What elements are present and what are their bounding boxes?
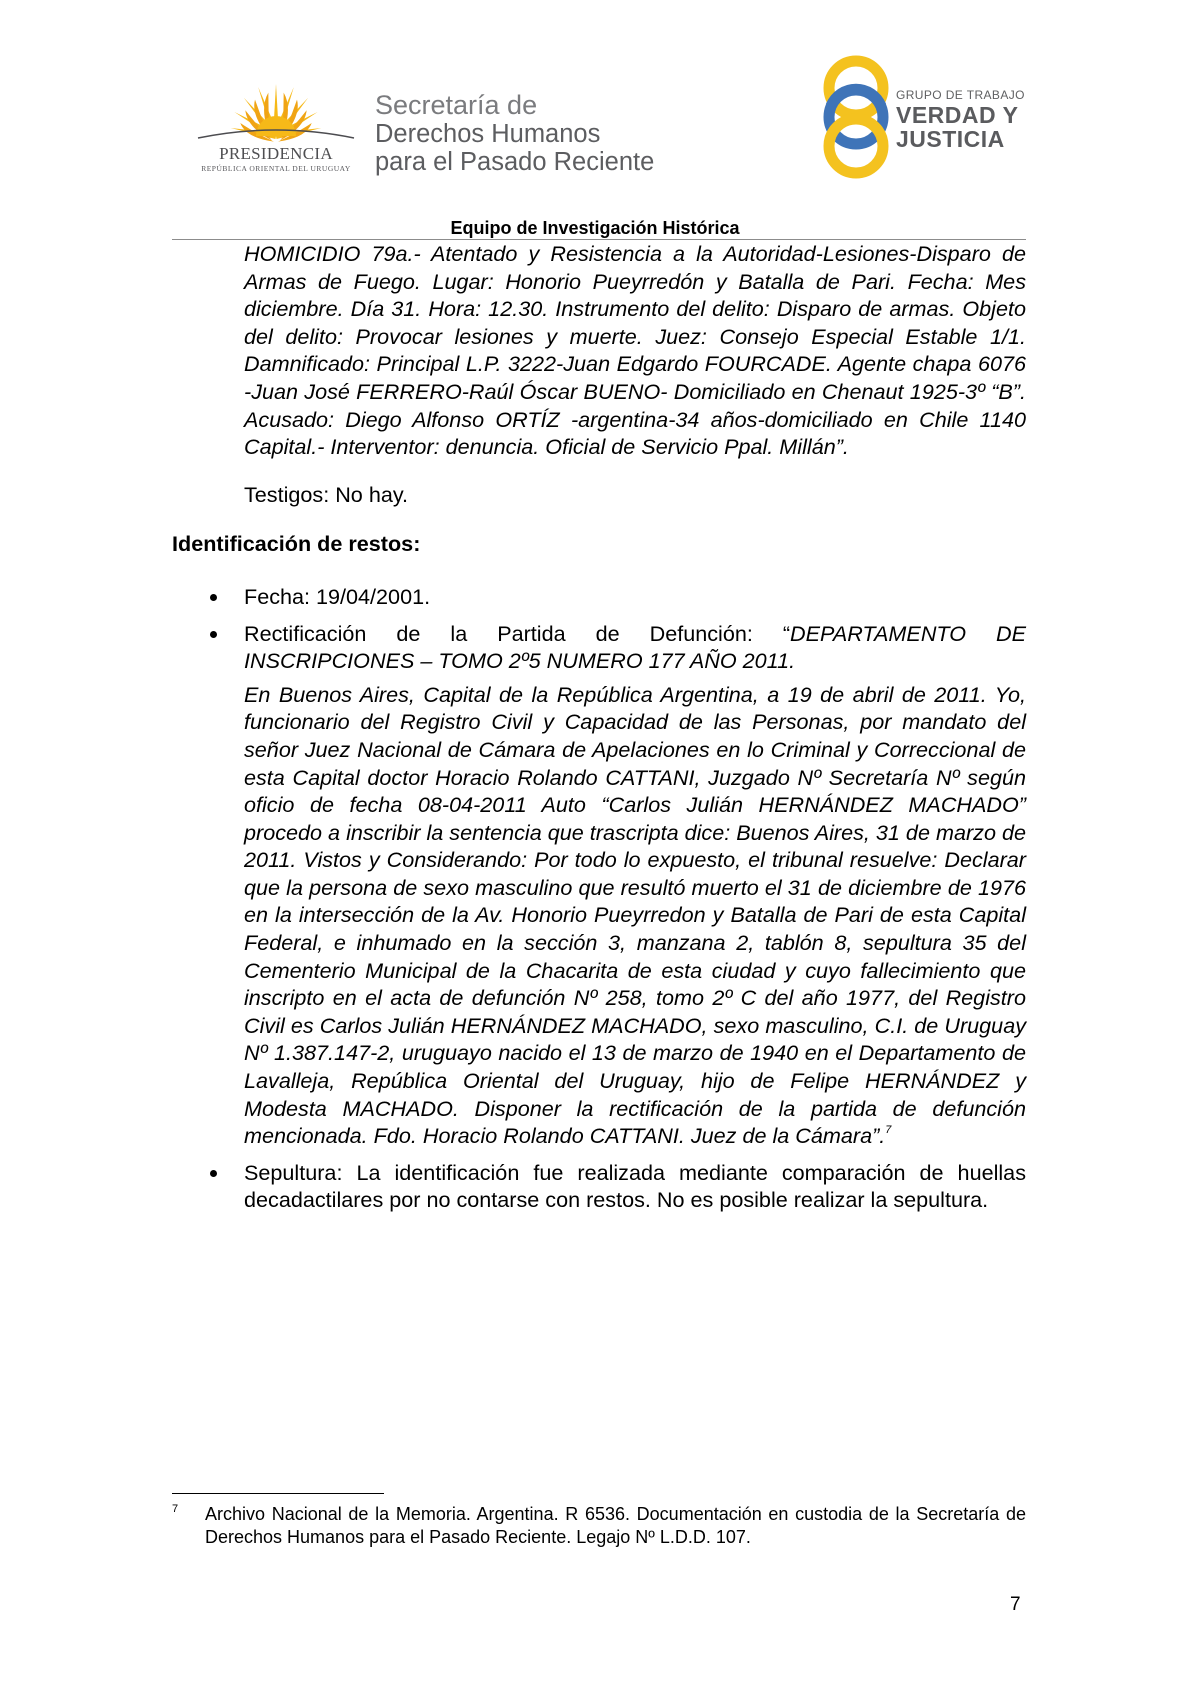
- footnote: [172, 1503, 1026, 1549]
- footnote-mark: 7: [172, 1503, 179, 1515]
- identification-list: [172, 583, 1026, 1214]
- page-header: [0, 0, 1190, 240]
- rectificacion-body-text: En Buenos Aires, Capital de la República Argentina, a 19 de abril de 2011. Yo, funcionario del Registro Civil y Capacidad de las Personas, por mandato del señor Juez Nacional de Cámara de Apelaciones en lo Criminal y Correccional de esta Capital doctor Horacio Rolando CATTANI, Juzgado Nº Secretaría Nº según oficio de fecha 08-04-2011 Auto “Carlos Julián HERNÁNDEZ MACHADO” procedo a inscribir la sentencia que trascripta dice: Buenos Aires, 31 de marzo de 2011. Vistos y Considerando: Por todo lo expuesto, el tribunal resuelve: Declarar que la persona de sexo masculino que resultó muerto el 31 de diciembre de 1976 en la intersección de la Av. Honorio Pueyrredon y Batalla de Pari de esta Capital Federal, e inhumado en la sección 3, manzana 2, tablón 8, sepultura 35 del Cementerio Municipal de la Chacarita de esta ciudad y cuyo fallecimiento que inscripto en el acta de defunción Nº 258, tomo 2º C del año 1977, del Registro Civil es Carlos Julián HERNÁNDEZ MACHADO, sexo masculino, C.I. de Uruguay Nº 1.387.147-2, uruguayo nacido el 13 de marzo de 1940 en el Departamento de Lavalleja, República Oriental del Uruguay, hijo de Felipe HERNÁNDEZ y Modesta MACHADO. Disponer la rectificación de la partida de defunción mencionada. Fdo. Horacio Rolando CATTANI. Juez de la Cámara”.: [244, 681, 1026, 1149]
- secretaria-line2: Derechos Humanos: [375, 120, 601, 148]
- footnote-ref[interactable]: 7: [885, 1124, 892, 1137]
- verdad-label: VERDAD Y: [896, 102, 1019, 128]
- list-item-sepultura: [172, 1159, 1026, 1214]
- fecha-text: Fecha: 19/04/2001.: [244, 583, 431, 609]
- testigos-line: Testigos: No hay.: [244, 481, 409, 507]
- verdad-justicia-wordmark: [896, 88, 1025, 151]
- bullet-icon: [210, 631, 217, 638]
- presidencia-name: PRESIDENCIA: [219, 144, 333, 163]
- rectificacion-label: Rectificación de la Partida de Defunción: “: [244, 620, 791, 646]
- sepultura-text: Sepultura: La identificación fue realizada mediante comparación de huellas decadactilares por no contarse con restos. No es posible realizar la sepultura.: [244, 1159, 1026, 1213]
- bullet-icon: [210, 1170, 217, 1177]
- page-number: 7: [1010, 1594, 1021, 1615]
- list-item-rectificacion: [172, 620, 1026, 1150]
- secretaria-line1: Secretaría de: [375, 90, 538, 120]
- secretaria-line3: para el Pasado Reciente: [375, 148, 655, 176]
- presidencia-subtitle: REPÚBLICA ORIENTAL DEL URUGUAY: [201, 164, 351, 173]
- rectificacion-header: DEPARTAMENTO DE INSCRIPCIONES – TOMO 2º5 NUMERO 177 AÑO 2011.: [244, 620, 1026, 674]
- grupo-trabajo-label: GRUPO DE TRABAJO: [896, 88, 1025, 102]
- police-record-quote: HOMICIDIO 79a.- Atentado y Resistencia a la Autoridad-Lesiones-Disparo de Armas de Fuego. Lugar: Honorio Pueyrredón y Batalla de Pari. Fecha: Mes diciembre. Día 31. Hora: 12.30. Instrumento del delito: Disparo de armas. Objeto del delito: Provocar lesiones y muerte. Juez: Consejo Especial Estable 1/1. Damnificado: Principal L.P. 3222-Juan Edgardo FOURCADE. Agente chapa 6076 -Juan José FERRERO-Raúl Óscar BUENO- Domiciliado en Chenaut 1925-3º “B”. Acusado: Diego Alfonso ORTÍZ -argentina-34 años-domiciliado en Chile 1140 Capital.- Interventor: denuncia. Oficial de Servicio Ppal. Millán”.: [244, 241, 1026, 460]
- verdad-justicia-rings-logo: [818, 54, 894, 180]
- justicia-label: JUSTICIA: [896, 126, 1005, 152]
- footnote-text: Archivo Nacional de la Memoria. Argentina. R 6536. Documentación en custodia de la Secretaría de Derechos Humanos para el Pasado Reciente. Legajo Nº L.D.D. 107.: [205, 1504, 1026, 1547]
- secretaria-title: [375, 90, 654, 176]
- footnote-divider: [172, 1493, 384, 1494]
- rectificacion-body: [244, 681, 1026, 1150]
- team-title: Equipo de Investigación Histórica: [450, 218, 740, 238]
- section-heading: Identificación de restos:: [172, 531, 421, 557]
- list-item-fecha: [172, 583, 1026, 611]
- document-body: [172, 240, 1026, 1223]
- bullet-icon: [210, 594, 217, 601]
